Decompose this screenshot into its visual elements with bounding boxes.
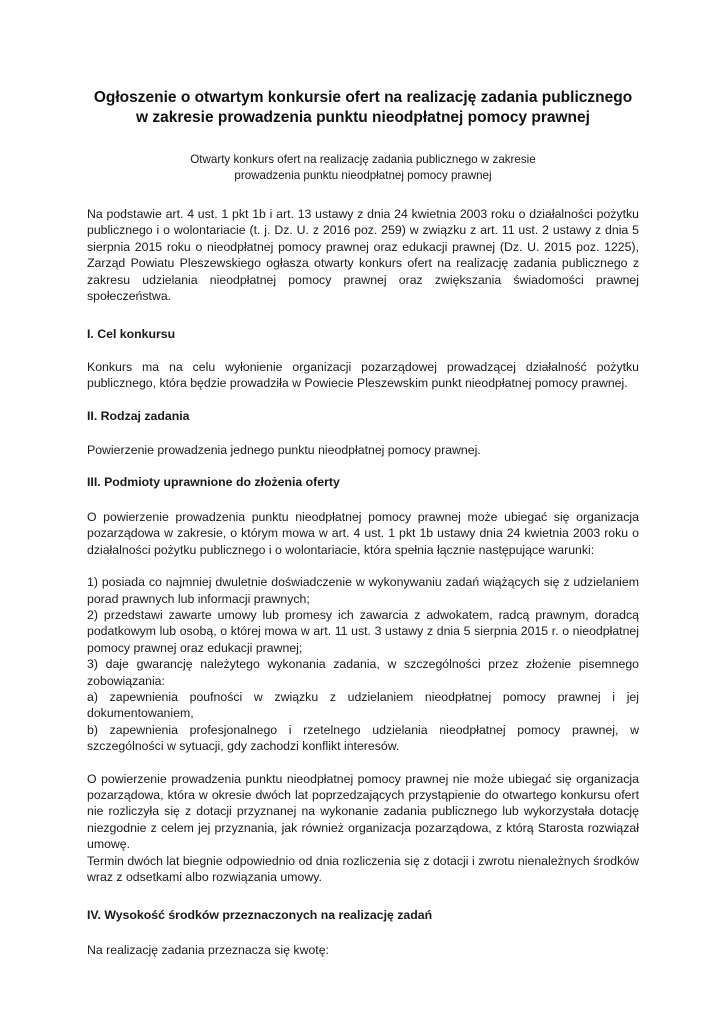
document-title	[87, 88, 639, 128]
title-line: Ogłoszenie o otwartym konkursie ofert na realizację zadania publicznego	[93, 89, 633, 106]
document-subtitle	[87, 152, 639, 184]
section-heading-funds: IV. Wysokość środków przeznaczonych na realizację zadań	[87, 908, 433, 923]
section-heading-eligible: III. Podmioty uprawnione do złożenia oferty	[87, 475, 340, 490]
section-text-goal: Konkurs ma na celu wyłonienie organizacji pozarządowej prowadzącej działalność pożytku publicznego, która będzie prowadziła w Powiecie Pleszewskim punkt nieodpłatnej pomocy prawnej.	[87, 359, 639, 391]
subtitle-line: Otwarty konkurs ofert na realizację zadania publicznego w zakresie	[190, 153, 536, 166]
list-item: b) zapewnienia profesjonalnego i rzetelnego udzielania nieodpłatnej pomocy prawnej, w szczególności w sytuacji, gdy zachodzi konflikt interesów.	[87, 722, 639, 754]
section-heading-task-type: II. Rodzaj zadania	[87, 408, 190, 423]
term-paragraph: Termin dwóch lat biegnie odpowiednio od dnia rozliczenia się z dotacji i zwrotu nienależnych środków wraz z odsetkami albo rozwiązania umowy.	[87, 853, 639, 884]
conditions-list	[87, 574, 639, 754]
intro-paragraph: Na podstawie art. 4 ust. 1 pkt 1b i art. 13 ustawy z dnia 24 kwietnia 2003 roku o działalności pożytku publicznego i o wolontariacie (t. j. Dz. U. z 2016 poz. 259) w związku z art. 11 ust. 2 ustawy z dnia 5 sierpnia 2015 roku o nieodpłatnej pomocy prawnej oraz edukacji prawnej (Dz. U. 2015 poz. 1225), Zarząd Powiatu Pleszewskiego ogłasza otwarty konkurs ofert na realizację zadania publicznego z zakresu udzielania nieodpłatnej pomocy prawnej oraz zwiększania świadomości prawnej społeczeństwa.	[87, 207, 639, 304]
list-item: 1) posiada co najmniej dwuletnie doświadczenie w wykonywaniu zadań wiążących się z udzielaniem porad prawnych lub informacji prawnych;	[87, 575, 639, 606]
exclusion-paragraph: O powierzenie prowadzenia punktu nieodpłatnej pomocy prawnej nie może ubiegać się organizacja pozarządowa, która w okresie dwóch lat poprzedzających przystąpienie do otwartego konkursu ofert nie rozliczyła się z dotacji przyznanej na wykonanie zadania publicznego lub wykorzystała dotację niezgodnie z celem jej przyznania, jak również organizacja pozarządowa, z którą Starosta rozwiązał umowę.	[87, 771, 639, 852]
list-item: a) zapewnienia poufności w związku z udzielaniem nieodpłatnej pomocy prawnej i jej dokumentowaniem,	[87, 689, 639, 721]
title-line: w zakresie prowadzenia punktu nieodpłatnej pomocy prawnej	[136, 109, 590, 126]
list-item: 3) daje gwarancję należytego wykonania zadania, w szczególności przez złożenie pisemnego zobowiązania:	[87, 657, 639, 688]
section-text-task-type: Powierzenie prowadzenia jednego punktu nieodpłatnej pomocy prawnej.	[87, 443, 481, 458]
list-item: 2) przedstawi zawarte umowy lub promesy ich zawarcia z adwokatem, radcą prawnym, doradcą podatkowym lub osobą, o której mowa w art. 11 ust. 3 ustawy z dnia 5 sierpnia 2015 r. o nieodpłatnej pomocy prawnej oraz edukacji prawnej;	[87, 607, 639, 655]
section-text-funds: Na realizację zadania przeznacza się kwotę:	[87, 942, 329, 957]
document-page	[87, 88, 639, 958]
subtitle-line: prowadzenia punktu nieodpłatnej pomocy prawnej	[234, 169, 492, 182]
section-heading-goal: I. Cel konkursu	[87, 327, 176, 342]
section-text-eligible: O powierzenie prowadzenia punktu nieodpłatnej pomocy prawnej może ubiegać się organizacja pozarządowa w zakresie, o którym mowa w art. 4 ust. 1 pkt 1b ustawy dnia 24 kwietnia 2003 roku o działalności pożytku publicznego i o wolontariacie, która spełnia łącznie następujące warunki:	[87, 509, 639, 557]
